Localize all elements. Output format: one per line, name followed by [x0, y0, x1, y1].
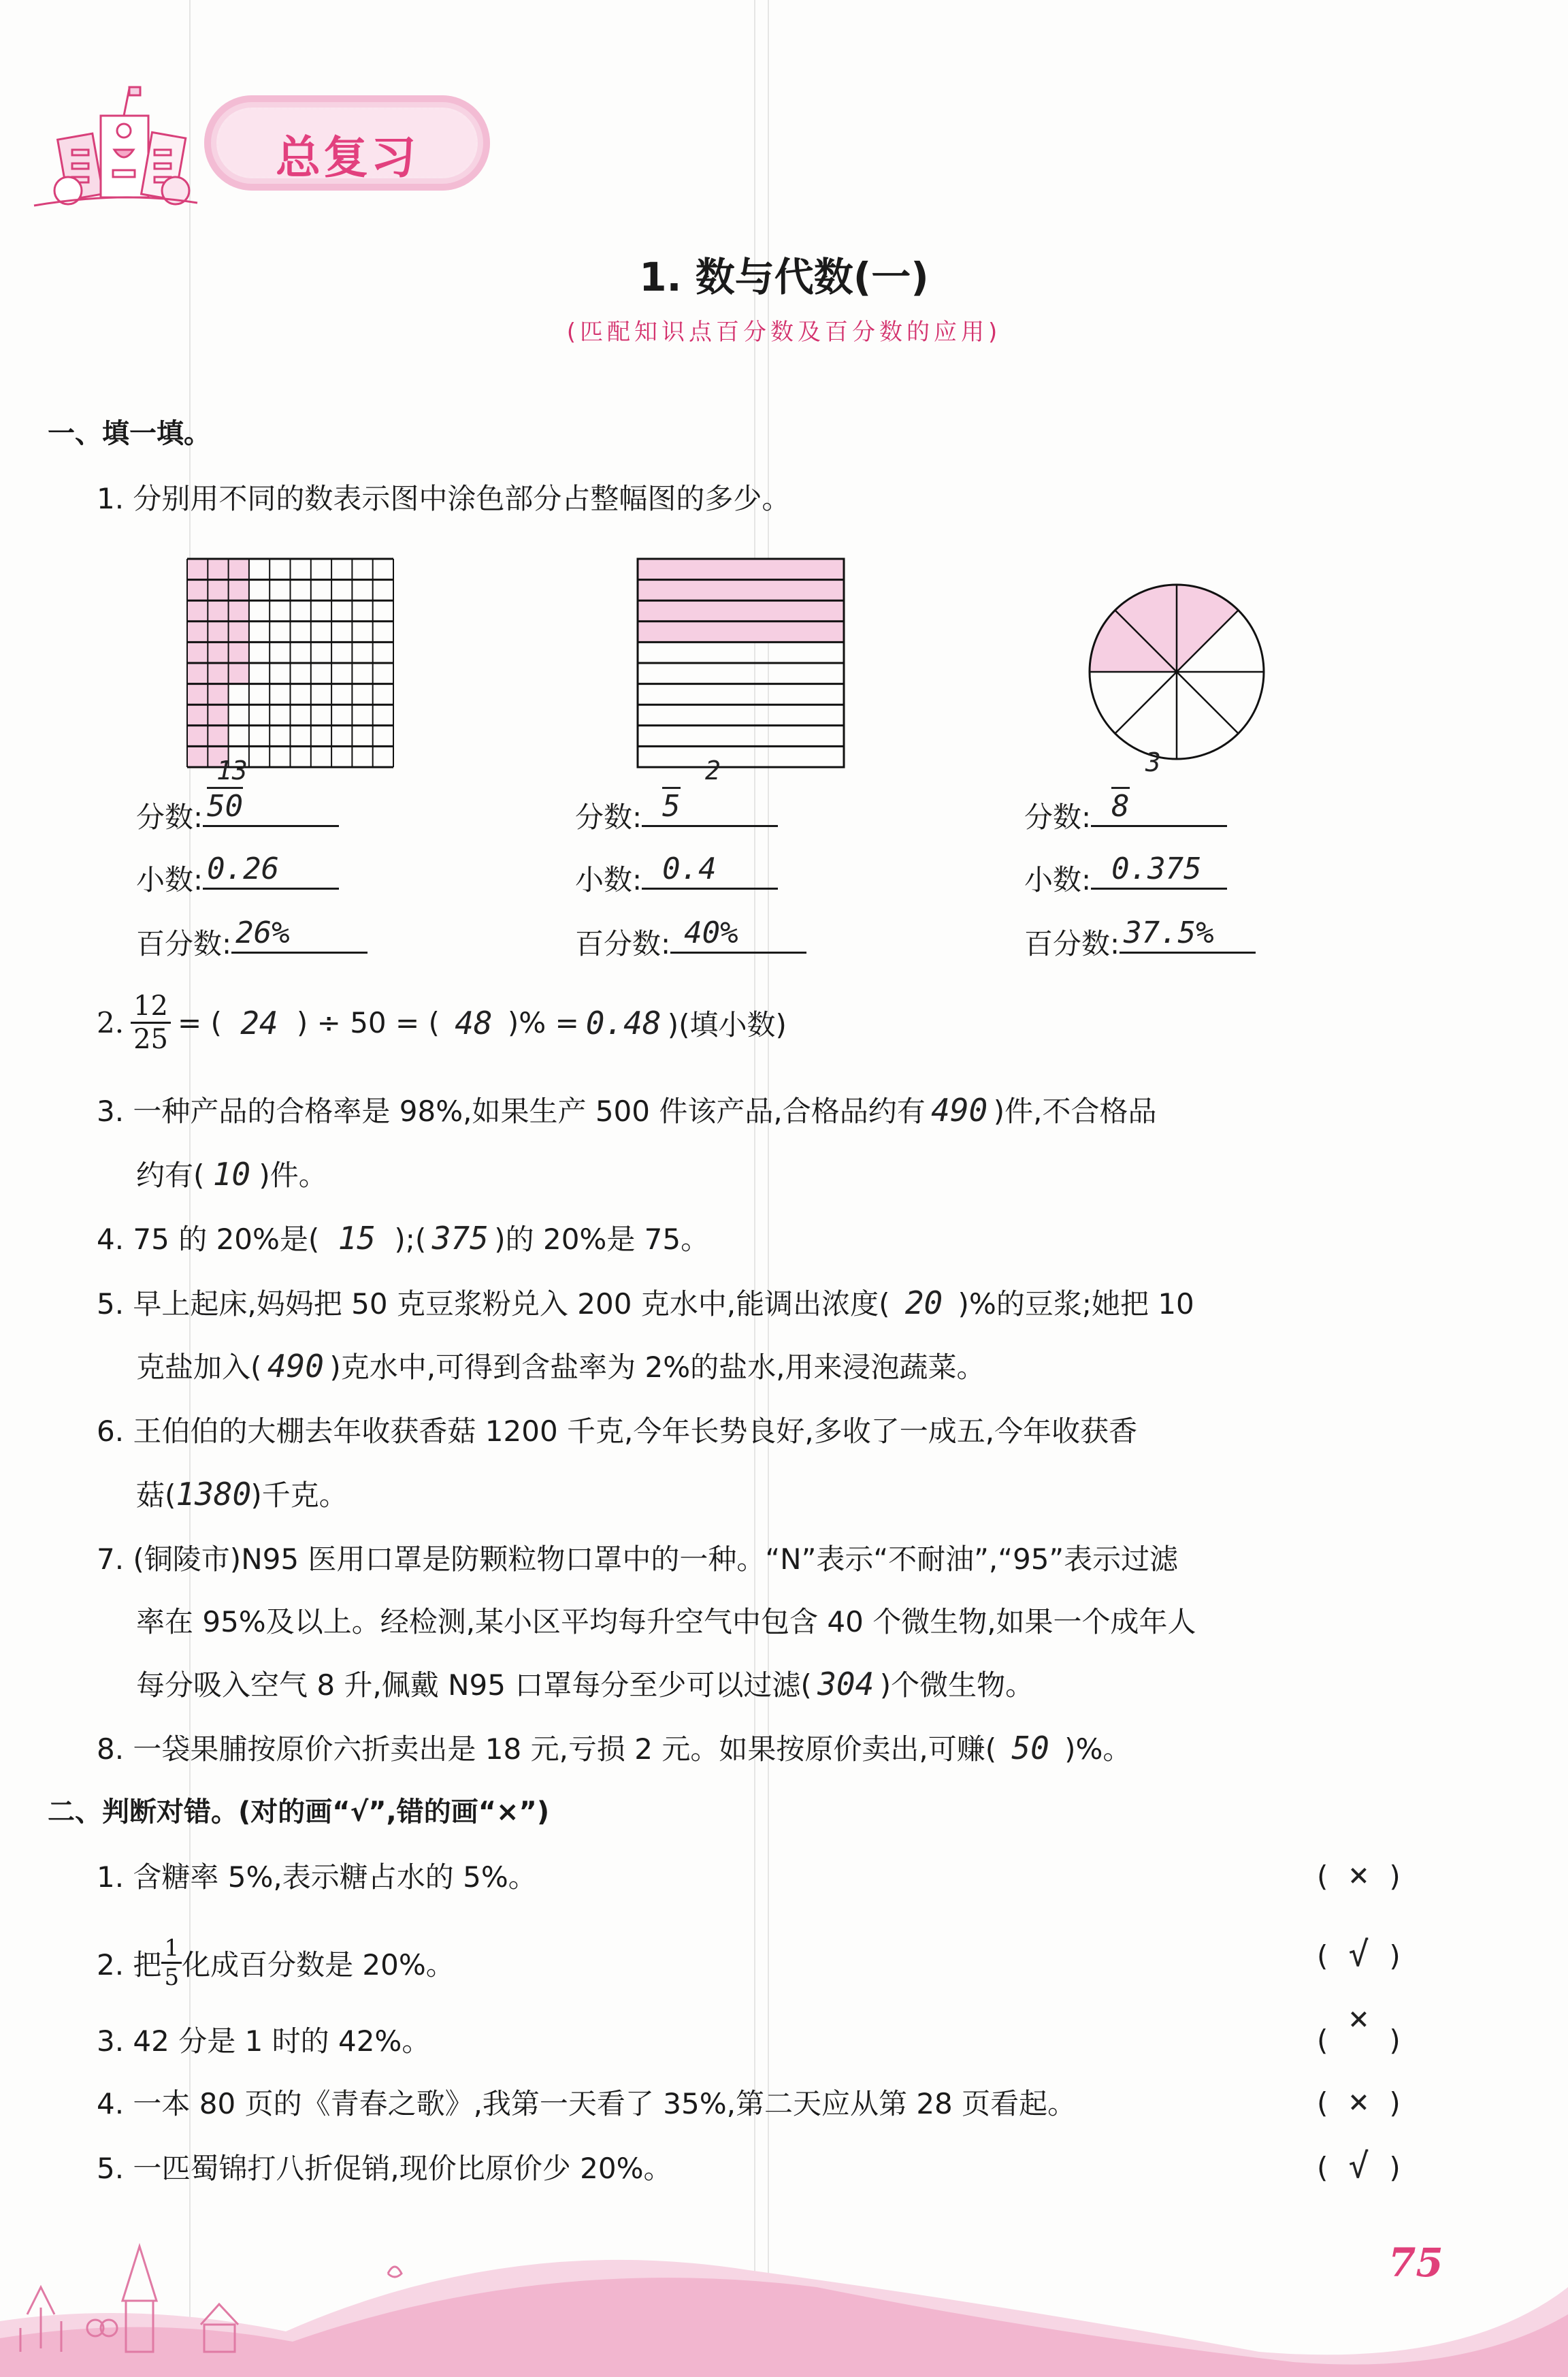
q7-line-2: 率在 95%及以上。经检测,某小区平均每升空气中包含 40 个微生物,如果一个成年人: [136, 1605, 1196, 1638]
decimal-label: 小数:: [575, 863, 642, 896]
fraction-blank-1[interactable]: [203, 789, 339, 827]
q2-text-1: = (: [177, 1006, 222, 1039]
fraction-row-1: [136, 789, 339, 836]
q8-answer-1[interactable]: 50: [1011, 1730, 1049, 1766]
judge-mark-5: √: [1348, 2146, 1369, 2186]
shaded-cell: [208, 600, 228, 621]
decimal-blank-3[interactable]: [1091, 852, 1227, 890]
shaded-cell: [229, 559, 249, 580]
q7-line-3: [136, 1663, 1034, 1704]
judge-item-4: 4. 一本 80 页的《青春之歌》,我第一天看了 35%,第二天应从第 28 页看起。: [97, 2087, 1077, 2120]
decimal-row-2: [575, 852, 778, 899]
judge-answer-5[interactable]: [1317, 2146, 1401, 2186]
q7-text-1: 每分吸入空气 8 升,佩戴 N95 口罩每分至少可以过滤(: [136, 1668, 812, 1702]
fraction-numerator: 12: [131, 990, 171, 1024]
percent-row-1: [136, 916, 368, 963]
q3-answer-2[interactable]: 10: [212, 1156, 251, 1193]
page-title: 1. 数与代数(一): [639, 254, 929, 300]
q2-text-3: )% =: [507, 1006, 579, 1039]
paren-open: (: [1317, 2024, 1328, 2057]
q5-line-1: [97, 1282, 1194, 1323]
q6-answer-1[interactable]: 1380: [176, 1476, 252, 1513]
decimal-label: 小数:: [136, 863, 203, 896]
percent-blank-2[interactable]: [670, 916, 806, 954]
answer-3-decimal: 0.375: [1111, 852, 1202, 886]
q4-text-2: );(: [394, 1223, 427, 1256]
q3-line-1: [97, 1089, 1156, 1130]
paren-close: ): [1389, 1939, 1401, 1973]
bird-icon: [388, 2267, 402, 2277]
q6-line-2: [136, 1473, 348, 1514]
shaded-strip: [638, 559, 844, 580]
q7-answer-1[interactable]: 304: [817, 1666, 875, 1702]
section-1-heading: 一、填一填。: [48, 418, 211, 449]
decimal-row-1: [136, 852, 339, 899]
judge-mark-4: ×: [1348, 2082, 1369, 2121]
q2-answer-1[interactable]: 24: [240, 1004, 278, 1041]
q5-answer-1[interactable]: 20: [904, 1284, 943, 1321]
shaded-cell: [187, 600, 208, 621]
q5-text-1: 5. 早上起床,妈妈把 50 克豆浆粉兑入 200 克水中,能调出浓度(: [97, 1287, 890, 1321]
judge-item-2: [97, 1935, 455, 1991]
percent-row-3: [1024, 916, 1256, 963]
shaded-cell: [208, 663, 228, 684]
q2-text-2: ) ÷ 50 = (: [296, 1006, 440, 1039]
q2-text-4: )(填小数): [667, 1007, 787, 1041]
q8-line: [97, 1727, 1131, 1768]
q4-text-1: 4. 75 的 20%是(: [97, 1223, 320, 1256]
answer-2-percent: 40%: [684, 916, 738, 950]
q5-line-2: [136, 1345, 985, 1386]
q2-line: [97, 990, 787, 1055]
shaded-strip: [638, 600, 844, 621]
judge-answer-4[interactable]: [1317, 2082, 1401, 2121]
judge-item-2-text-a: 2. 把: [97, 1947, 162, 1982]
percent-row-2: [575, 916, 806, 963]
q6-line-1: 6. 王伯伯的大棚去年收获香菇 1200 千克,今年长势良好,多收了一成五,今年收获香: [97, 1414, 1138, 1448]
percent-label: 百分数:: [1024, 927, 1120, 960]
q2-number: 2.: [97, 1006, 125, 1039]
shaded-cell: [208, 684, 228, 705]
percent-label: 百分数:: [136, 927, 232, 960]
fraction-blank-2[interactable]: [642, 789, 778, 827]
decimal-row-3: [1024, 852, 1227, 899]
judge-answer-3[interactable]: [1317, 1999, 1401, 2058]
judge-item-3: 3. 42 分是 1 时的 42%。: [97, 2024, 431, 2058]
figure-strips: [634, 555, 849, 773]
answer-1-numerator[interactable]: 13: [216, 756, 248, 786]
shaded-cell: [229, 642, 249, 663]
fraction-row-2: [575, 789, 778, 836]
paren-open: (: [1317, 1939, 1328, 1973]
q8-text-1: 8. 一袋果脯按原价六折卖出是 18 元,亏损 2 元。如果按原价卖出,可赚(: [97, 1732, 997, 1766]
shaded-cell: [187, 746, 208, 767]
shaded-sector: [1177, 585, 1239, 672]
paren-close: ): [1389, 2024, 1401, 2057]
section-2-heading: 二、判断对错。(对的画“√”,错的画“×”): [48, 1796, 550, 1828]
shaded-strip: [638, 621, 844, 643]
answer-2-denominator: 5: [662, 787, 681, 824]
q5-text-2: )%的豆浆;她把 10: [958, 1287, 1194, 1321]
judge-item-5: 5. 一匹蜀锦打八折促销,现价比原价少 20%。: [97, 2152, 672, 2185]
paren-close: ): [1389, 1860, 1401, 1893]
shaded-cell: [229, 621, 249, 643]
judge-item-1: 1. 含糖率 5%,表示糖占水的 5%。: [97, 1860, 537, 1894]
shaded-strip: [638, 580, 844, 601]
scan-line: [754, 0, 755, 2377]
q2-fraction: [131, 990, 171, 1055]
judge-answer-1[interactable]: [1317, 1855, 1401, 1894]
q4-answer-1[interactable]: 15: [338, 1220, 376, 1257]
fraction-numerator: 1: [161, 1935, 182, 1964]
answer-1-percent: 26%: [235, 916, 290, 950]
q3-text-1: 3. 一种产品的合格率是 98%,如果生产 500 件该产品,合格品约有: [97, 1095, 926, 1128]
figure-circle: [1085, 580, 1269, 764]
q5-text-4: )克水中,可得到含盐率为 2%的盐水,用来浸泡蔬菜。: [329, 1351, 985, 1384]
judge-answer-2[interactable]: [1317, 1935, 1401, 1974]
shaded-cell: [208, 705, 228, 726]
banner-label: 总复习: [276, 131, 419, 184]
shaded-cell: [187, 642, 208, 663]
shaded-cell: [187, 621, 208, 643]
judge-mark-3: ×: [1348, 1999, 1369, 2038]
shaded-cell: [208, 726, 228, 747]
q3-text-3: 约有(: [136, 1159, 205, 1192]
paren-open: (: [1317, 2086, 1328, 2120]
answer-2-numerator[interactable]: 2: [705, 756, 721, 786]
shaded-cell: [187, 726, 208, 747]
q3-text-2: )件,不合格品: [993, 1095, 1157, 1128]
judge-mark-1: ×: [1348, 1855, 1369, 1894]
q3-answer-1[interactable]: 490: [931, 1092, 988, 1129]
shaded-cell: [187, 705, 208, 726]
q6-text-1: 菇(: [136, 1478, 176, 1512]
answer-1-decimal: 0.26: [207, 852, 280, 886]
fraction-label: 分数:: [136, 801, 203, 834]
paren-close: ): [1389, 2086, 1401, 2120]
answer-3-denominator: 8: [1111, 787, 1130, 824]
q5-answer-2[interactable]: 490: [267, 1348, 324, 1385]
answer-3-percent: 37.5%: [1124, 916, 1214, 950]
fraction-denominator: 25: [133, 1024, 168, 1055]
q3-line-2: [136, 1153, 327, 1194]
q2-answer-3[interactable]: 0.48: [585, 1004, 662, 1041]
figure-grid: [184, 555, 399, 773]
shaded-cell: [187, 663, 208, 684]
q8-text-2: )%。: [1064, 1732, 1132, 1766]
q1-prompt: 1. 分别用不同的数表示图中涂色部分占整幅图的多少。: [97, 482, 791, 515]
q7-text-2: )个微生物。: [879, 1668, 1034, 1702]
shaded-cell: [187, 559, 208, 580]
judge-mark-2: √: [1348, 1935, 1369, 1974]
answer-3-numerator[interactable]: 3: [1145, 747, 1161, 777]
fraction-denominator: 5: [164, 1964, 180, 1991]
percent-blank-3[interactable]: [1120, 916, 1256, 954]
shaded-cell: [229, 580, 249, 601]
percent-blank-1[interactable]: [231, 916, 368, 954]
q7-line-1: 7. (铜陵市)N95 医用口罩是防颗粒物口罩中的一种。“N”表示“不耐油”,“95”表示过滤: [97, 1542, 1179, 1576]
q6-text-2: )千克。: [250, 1478, 348, 1512]
paren-open: (: [1317, 2151, 1328, 2184]
paren-close: ): [1389, 2151, 1401, 2184]
shaded-cell: [208, 559, 228, 580]
paren-open: (: [1317, 1860, 1328, 1893]
judge-item-2-text-b: 化成百分数是 20%。: [182, 1947, 455, 1982]
fraction-row-3: [1024, 789, 1227, 836]
q4-line: [97, 1217, 709, 1258]
decimal-blank-2[interactable]: [642, 852, 778, 890]
q2-answer-2[interactable]: 48: [455, 1004, 493, 1041]
decimal-blank-1[interactable]: [203, 852, 339, 890]
section-banner: [204, 95, 490, 191]
page-number: 75: [1388, 2239, 1443, 2286]
q5-text-3: 克盐加入(: [136, 1351, 262, 1384]
shaded-cell: [208, 580, 228, 601]
percent-label: 百分数:: [575, 927, 671, 960]
q4-text-3: )的 20%是 75。: [494, 1223, 710, 1256]
fraction-label: 分数:: [575, 801, 642, 834]
q4-answer-2[interactable]: 375: [431, 1220, 489, 1257]
page-subtitle: (匹配知识点百分数及百分数的应用): [566, 319, 1002, 346]
answer-2-decimal: 0.4: [662, 852, 717, 886]
judge-item-2-fraction: [161, 1935, 182, 1991]
footer-wave-decoration: [0, 2205, 1568, 2377]
shaded-cell: [208, 621, 228, 643]
fraction-label: 分数:: [1024, 801, 1092, 834]
shaded-cell: [187, 580, 208, 601]
fraction-blank-3[interactable]: [1091, 789, 1227, 827]
answer-1-denominator: 50: [207, 787, 243, 824]
q3-text-4: )件。: [259, 1159, 327, 1192]
shaded-cell: [229, 600, 249, 621]
shaded-cell: [229, 663, 249, 684]
shaded-cell: [208, 642, 228, 663]
shaded-cell: [187, 684, 208, 705]
school-building-mascot-icon: [20, 82, 225, 211]
decimal-label: 小数:: [1024, 863, 1092, 896]
scan-line: [768, 0, 769, 2377]
